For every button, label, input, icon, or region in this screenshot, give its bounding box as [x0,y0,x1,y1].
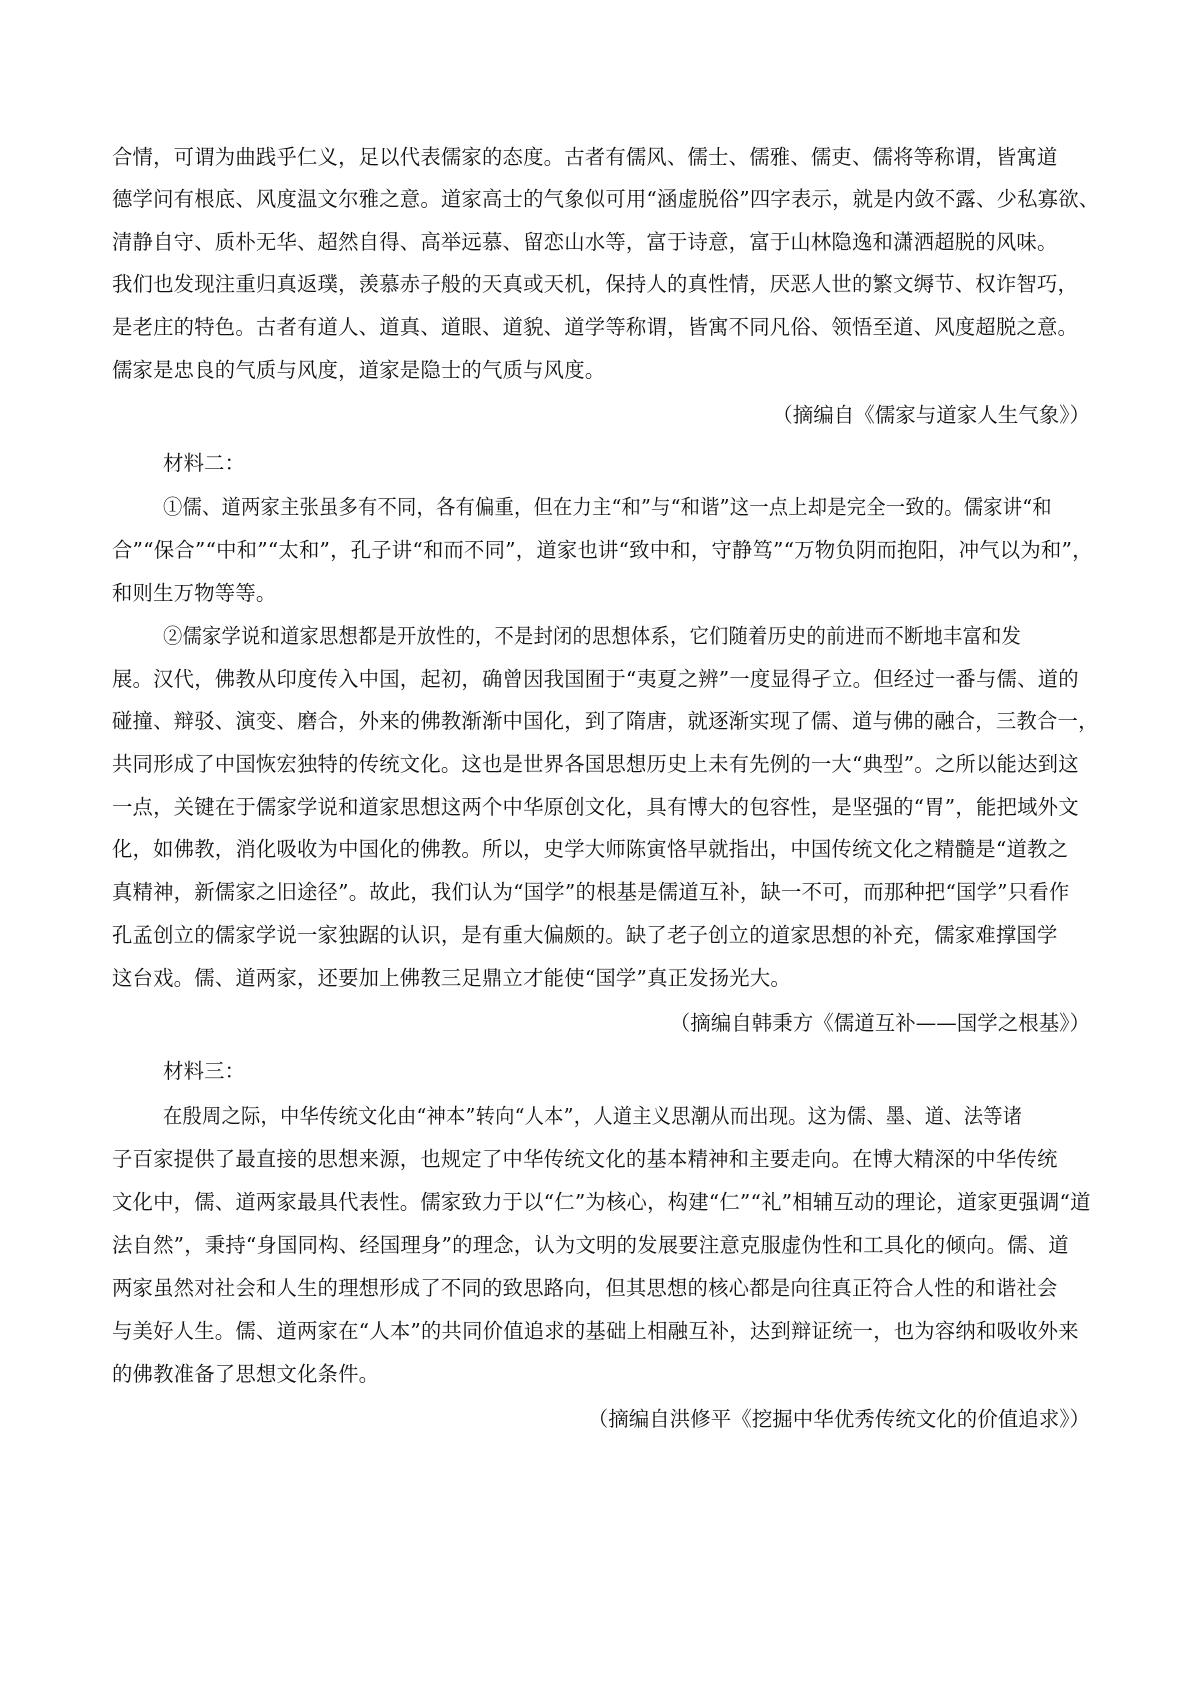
paragraph-line: 清静自守、质朴无华、超然自得、高举远慕、留恋山水等，富于诗意，富于山林隐逸和潇洒超脱的风味。 [112,230,1058,254]
paragraph-line: 孔孟创立的儒家学说一家独踞的认识，是有重大偏颇的。缺了老子创立的道家思想的补充，儒家难撑国学 [112,923,1058,947]
paragraph-line: 法自然”，秉持“身国同构、经国理身”的理念，认为文明的发展要注意克服虚伪性和工具化的倾向。儒、道 [112,1233,1069,1257]
paragraph-line: 展。汉代，佛教从印度传入中国，起初，确曾因我国囿于“夷夏之辨”一度显得孑立。但经过一番与儒、道的 [112,667,1079,691]
source-citation: （摘编自《儒家与道家人生气象》） [772,403,1090,427]
paragraph-line: 共同形成了中国恢宏独特的传统文化。这也是世界各国思想历史上未有先例的一大“典型”。之所以能达到这 [112,752,1079,776]
paragraph-line: 化，如佛教，消化吸收为中国化的佛教。所以，史学大师陈寅恪早就指出，中国传统文化之精髓是“道教之 [112,837,1069,861]
paragraph-line: 儒家是忠良的气质与风度，道家是隐士的气质与风度。 [112,358,606,382]
paragraph-line: 碰撞、辩驳、演变、磨合，外来的佛教渐渐中国化，到了隋唐，就逐渐实现了儒、道与佛的融合，三教合一， [112,709,1099,733]
paragraph-line: 合情，可谓为曲践乎仁义，足以代表儒家的态度。古者有儒风、儒士、儒雅、儒吏、儒将等称谓，皆寓道 [112,145,1058,169]
paragraph-line: 两家虽然对社会和人生的理想形成了不同的致思路向，但其思想的核心都是向往真正符合人性的和谐社会 [112,1276,1058,1300]
section-heading: 材料二： [163,451,245,475]
paragraph-line: 我们也发现注重归真返璞，羡慕赤子般的天真或天机，保持人的真性情，厌恶人世的繁文缛节、权诈智巧， [112,272,1079,296]
paragraph-line: 在殷周之际，中华传统文化由“神本”转向“人本”，人道主义思潮从而出现。这为儒、墨、道、法等诸 [163,1104,1023,1128]
paragraph-line: ①儒、道两家主张虽多有不同，各有偏重，但在力主“和”与“和谐”这一点上却是完全一致的。儒家讲“和 [163,495,1052,519]
section-heading: 材料三： [163,1059,245,1083]
paragraph-line: 与美好人生。儒、道两家在“人本”的共同价值追求的基础上相融互补，达到辩证统一，也为容纳和吸收外来 [112,1319,1079,1343]
paragraph-line: 文化中，儒、道两家最具代表性。儒家致力于以“仁”为核心，构建“仁”“礼”相辅互动的理论，道家更强调“道 [112,1190,1091,1214]
paragraph-line: 的佛教准备了思想文化条件。 [112,1362,380,1386]
source-citation: （摘编自韩秉方《儒道互补——国学之根基》） [669,1011,1090,1035]
paragraph-line: 子百家提供了最直接的思想来源，也规定了中华传统文化的基本精神和主要走向。在博大精深的中华传统 [112,1147,1058,1171]
paragraph-line: 和则生万物等等。 [112,581,277,605]
paragraph-line: ②儒家学说和道家思想都是开放性的，不是封闭的思想体系，它们随着历史的前进而不断地丰富和发 [163,624,1021,648]
paragraph-line: 这台戏。儒、道两家，还要加上佛教三足鼎立才能使“国学”真正发扬光大。 [112,966,791,990]
paragraph-line: 德学问有根底、风度温文尔雅之意。道家高士的气象似可用“涵虚脱俗”四字表示，就是内敛不露、少私寡欲、 [112,187,1100,211]
paragraph-line: 一点，关键在于儒家学说和道家思想这两个中华原创文化，具有博大的包容性，是坚强的“胃”，能把域外文 [112,795,1079,819]
paragraph-line: 真精神，新儒家之旧途径”。故此，我们认为“国学”的根基是儒道互补，缺一不可，而那种把“国学”只看作 [112,880,1070,904]
source-citation: （摘编自洪修平《挖掘中华优秀传统文化的价值追求》） [587,1407,1090,1431]
paragraph-line: 合”“保合”“中和”“太和”，孔子讲“和而不同”，道家也讲“致中和，守静笃”“万物负阴而抱阳，冲气以为和”， [112,538,1093,562]
paragraph-line: 是老庄的特色。古者有道人、道真、道眼、道貌、道学等称谓，皆寓不同凡俗、领悟至道、风度超脱之意。 [112,315,1079,339]
